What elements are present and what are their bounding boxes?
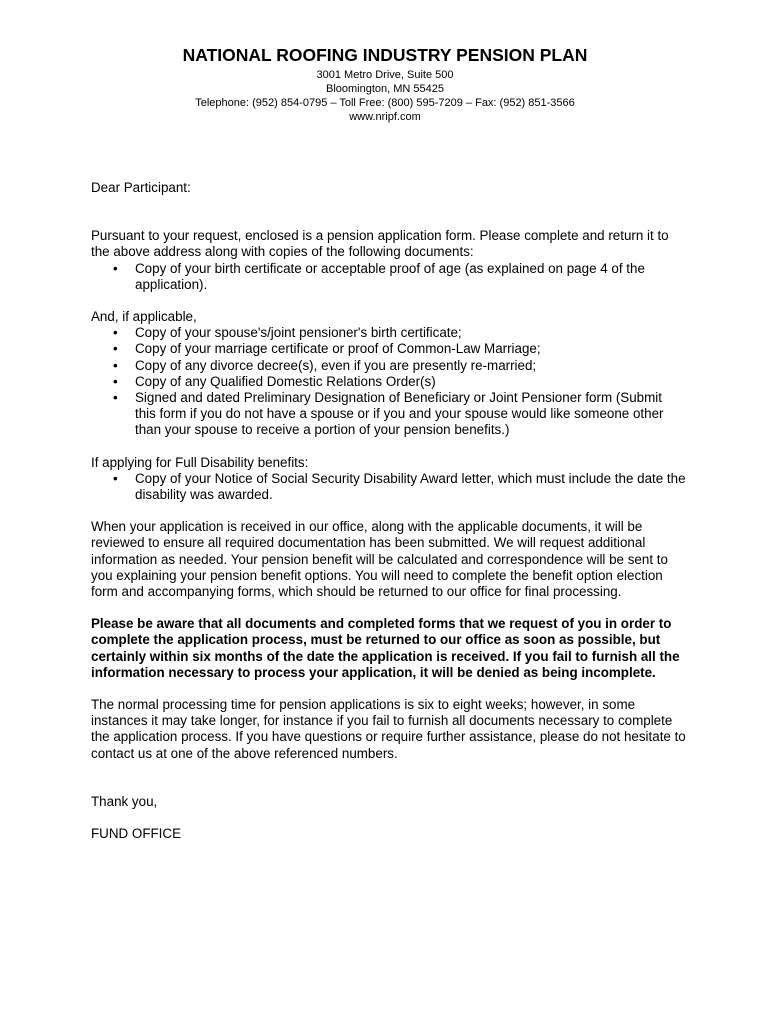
list-item-text: Copy of any divorce decree(s), even if you are presently re-married; [135,357,537,373]
list-item [91,261,686,293]
closing: Thank you, [91,793,158,809]
bullet-icon: • [113,470,118,486]
list-item [91,374,686,390]
list-item-text: Copy of any Qualified Domestic Relations Order(s) [135,373,436,389]
list-item-text: Copy of your spouse's/joint pensioner's birth certificate; [135,325,462,341]
optional-documents-list [91,325,686,438]
list-item-text: Copy of your marriage certificate or proof of Common-Law Marriage; [135,341,541,357]
list-item-text: Copy of your Notice of Social Security Disability Award letter, which must include the date the disability was awarded. [135,470,686,503]
list-item [91,341,686,357]
bullet-icon: • [113,390,118,406]
bullet-icon: • [113,341,118,357]
list-item [91,358,686,374]
processing-paragraph: When your application is received in our office, along with the applicable documents, it will be reviewed to ensure all required documentation has been submitted. We will request additional information as needed. Your pension benefit will be calculated and correspondence will be sent to you explaining your pension benefit options. You will need to complete the benefit option election form and accompanying forms, which should be returned to our office for final processing. [91,519,668,600]
disability-heading: If applying for Full Disability benefits: [91,454,309,470]
timing-paragraph: The normal processing time for pension applications is six to eight weeks; however, in some instances it may take longer, for instance if you fail to furnish all documents necessary to complete the application process. If you have questions or require further assistance, please do not hesitate to contact us at one of the above referenced numbers. [91,697,686,761]
list-item [91,390,686,439]
bullet-icon: • [113,260,118,276]
website-link[interactable]: www.nripf.com [349,111,421,123]
bullet-icon: • [113,357,118,373]
list-item [91,471,686,503]
required-documents-list [91,261,686,293]
if-applicable-heading: And, if applicable, [91,309,197,325]
address-line-1: 3001 Metro Drive, Suite 500 [316,69,454,81]
salutation: Dear Participant: [91,180,191,195]
plan-title: NATIONAL ROOFING INDUSTRY PENSION PLAN [182,45,588,65]
contact-numbers: Telephone: (952) 854-0795 – Toll Free: (800) 595-7209 – Fax: (952) 851-3566 [195,97,575,109]
intro-paragraph: Pursuant to your request, enclosed is a pension application form. Please complete and return it to the above address along with copies of the following documents: [91,228,669,260]
list-item-text: Copy of your birth certificate or acceptable proof of age (as explained on page 4 of the application). [135,260,645,292]
warning-paragraph: Please be aware that all documents and completed forms that we request of you in order to complete the application process, must be returned to our office as soon as possible, but certainly within six months of the date the application is received. If you fail to furnish all the information necessary to process your application, it will be denied as being incomplete. [91,616,680,680]
letter-body [91,180,686,842]
list-item [91,325,686,341]
list-item-text: Signed and dated Preliminary Designation of Beneficiary or Joint Pensioner form (Submit this form if you do not have a spouse or if you and your spouse would like someone other than your spouse to receive a portion of your pension benefits.) [135,390,664,438]
address-line-2: Bloomington, MN 55425 [325,83,444,95]
disability-documents-list [91,471,686,503]
letterhead [0,44,770,124]
signature: FUND OFFICE [91,826,182,842]
bullet-icon: • [113,325,118,341]
bullet-icon: • [113,373,118,389]
